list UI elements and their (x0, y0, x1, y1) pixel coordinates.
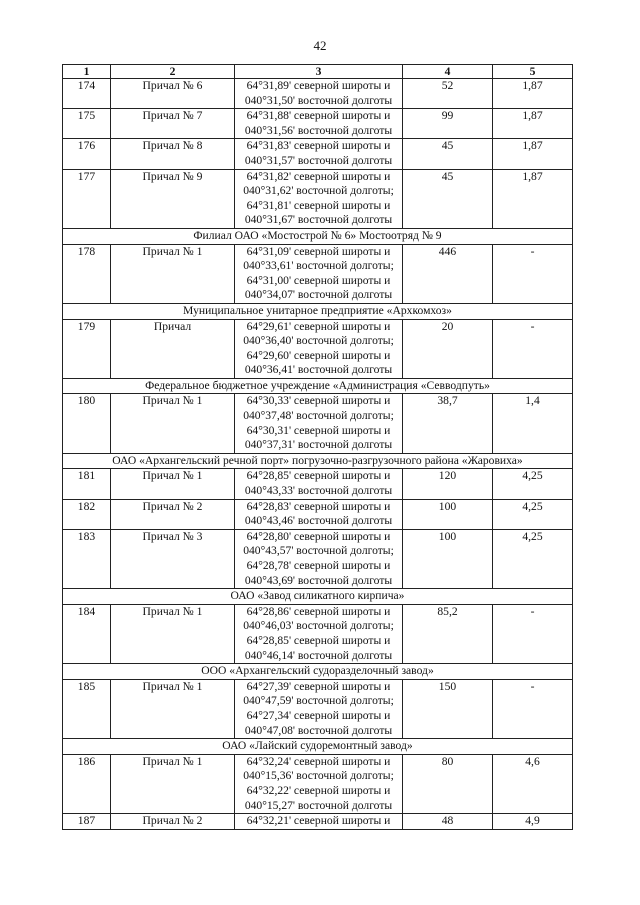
table-row (63, 244, 573, 303)
berth-name: Причал № 8 (111, 139, 235, 169)
coordinate-line: 64°29,60' северной широты и (246, 348, 391, 362)
coordinate-line: 64°29,61' северной широты и (246, 319, 391, 333)
coordinates-cell (235, 139, 403, 169)
row-number: 174 (63, 79, 111, 109)
berth-name: Причал № 2 (111, 499, 235, 529)
table-row (63, 814, 573, 830)
table-row (63, 169, 573, 228)
depth-value: 4,9 (493, 814, 573, 830)
depth-value: 1,87 (493, 79, 573, 109)
coordinate-line: 040°31,62' восточной долготы; (243, 184, 394, 198)
depth-value: 1,87 (493, 109, 573, 139)
berths-table (62, 64, 573, 830)
row-number: 182 (63, 499, 111, 529)
length-value: 45 (403, 139, 493, 169)
section-row (63, 378, 573, 394)
header-cell: 3 (235, 65, 403, 79)
coordinates-cell (235, 529, 403, 588)
row-number: 181 (63, 469, 111, 499)
coordinate-line: 64°27,34' северной широты и (246, 708, 391, 722)
berth-name: Причал № 1 (111, 394, 235, 453)
table-row (63, 529, 573, 588)
coordinate-line: 040°15,36' восточной долготы; (243, 769, 394, 783)
coordinates-cell (235, 169, 403, 228)
depth-value: - (493, 679, 573, 738)
table-row (63, 394, 573, 453)
coordinates-cell (235, 79, 403, 109)
section-row (63, 664, 573, 680)
section-row (63, 228, 573, 244)
coordinate-line: 64°31,00' северной широты и (246, 273, 391, 287)
depth-value: 1,87 (493, 169, 573, 228)
coordinate-line: 64°30,31' северной широты и (246, 423, 391, 437)
coordinates-cell (235, 394, 403, 453)
header-cell: 2 (111, 65, 235, 79)
coordinate-line: 64°28,83' северной широты и (246, 499, 391, 513)
coordinate-line: 64°31,09' северной широты и (246, 244, 391, 258)
depth-value: 4,25 (493, 529, 573, 588)
table-row (63, 679, 573, 738)
table-row (63, 139, 573, 169)
berth-name: Причал № 1 (111, 469, 235, 499)
length-value: 100 (403, 529, 493, 588)
section-title: ОАО «Завод силикатного кирпича» (63, 589, 573, 605)
table-row (63, 499, 573, 529)
table-row (63, 319, 573, 378)
coordinate-line: 040°43,57' восточной долготы; (243, 544, 394, 558)
length-value: 150 (403, 679, 493, 738)
header-cell: 1 (63, 65, 111, 79)
section-row (63, 589, 573, 605)
coordinate-line: 64°28,86' северной широты и (246, 604, 391, 618)
row-number: 179 (63, 319, 111, 378)
length-value: 80 (403, 754, 493, 813)
row-number: 185 (63, 679, 111, 738)
berth-name: Причал № 1 (111, 754, 235, 813)
berth-name: Причал (111, 319, 235, 378)
length-value: 85,2 (403, 604, 493, 663)
coordinate-line: 040°36,40' восточной долготы; (243, 334, 394, 348)
depth-value: - (493, 244, 573, 303)
coordinate-line: 64°28,85' северной широты и (246, 633, 391, 647)
row-number: 178 (63, 244, 111, 303)
header-row (63, 65, 573, 79)
length-value: 446 (403, 244, 493, 303)
berth-name: Причал № 1 (111, 604, 235, 663)
coordinates-cell (235, 604, 403, 663)
row-number: 180 (63, 394, 111, 453)
length-value: 20 (403, 319, 493, 378)
coordinate-line: 040°43,46' восточной долготы (244, 514, 393, 528)
section-title: ООО «Архангельский судоразделочный завод» (63, 664, 573, 680)
berth-name: Причал № 1 (111, 244, 235, 303)
berth-name: Причал № 1 (111, 679, 235, 738)
section-title: ОАО «Лайский судоремонтный завод» (63, 739, 573, 755)
row-number: 184 (63, 604, 111, 663)
depth-value: - (493, 604, 573, 663)
depth-value: 4,25 (493, 469, 573, 499)
coordinate-line: 040°31,57' восточной долготы (244, 153, 393, 167)
page-number: 42 (313, 38, 327, 53)
row-number: 187 (63, 814, 111, 830)
section-title: Федеральное бюджетное учреждение «Администрация «Севводпуть» (63, 378, 573, 394)
depth-value: - (493, 319, 573, 378)
coordinate-line: 040°47,08' восточной долготы (244, 723, 393, 737)
coordinate-line: 040°46,03' восточной долготы; (243, 619, 394, 633)
coordinate-line: 040°46,14' восточной долготы (244, 648, 393, 662)
section-row (63, 739, 573, 755)
section-row (63, 303, 573, 319)
coordinate-line: 040°37,31' восточной долготы (244, 438, 393, 452)
length-value: 99 (403, 109, 493, 139)
coordinate-line: 040°15,27' восточной долготы (244, 798, 393, 812)
row-number: 183 (63, 529, 111, 588)
coordinate-line: 64°31,88' северной широты и (246, 109, 391, 123)
coordinates-cell (235, 814, 403, 830)
coordinate-line: 040°47,59' восточной долготы; (243, 694, 394, 708)
table-row (63, 79, 573, 109)
row-number: 175 (63, 109, 111, 139)
coordinate-line: 040°31,50' восточной долготы (244, 93, 393, 107)
coordinates-cell (235, 754, 403, 813)
coordinate-line: 64°31,89' северной широты и (246, 79, 391, 92)
berth-name: Причал № 6 (111, 79, 235, 109)
coordinates-cell (235, 499, 403, 529)
coordinate-line: 64°31,82' северной широты и (246, 169, 391, 183)
berth-name: Причал № 7 (111, 109, 235, 139)
berth-name: Причал № 2 (111, 814, 235, 830)
table-body (63, 79, 573, 830)
section-row (63, 453, 573, 469)
berth-name: Причал № 9 (111, 169, 235, 228)
coordinate-line: 64°28,85' северной широты и (246, 469, 391, 483)
section-title: ОАО «Архангельский речной порт» погрузочно-разгрузочного района «Жаровиха» (63, 453, 573, 469)
coordinates-cell (235, 244, 403, 303)
coordinate-line: 040°31,56' восточной долготы (244, 123, 393, 137)
length-value: 38,7 (403, 394, 493, 453)
depth-value: 1,4 (493, 394, 573, 453)
coordinates-cell (235, 319, 403, 378)
header-cell: 5 (493, 65, 573, 79)
coordinate-line: 040°43,69' восточной долготы (244, 573, 393, 587)
table-row (63, 604, 573, 663)
row-number: 186 (63, 754, 111, 813)
section-title: Муниципальное унитарное предприятие «Архкомхоз» (63, 303, 573, 319)
depth-value: 1,87 (493, 139, 573, 169)
coordinates-cell (235, 109, 403, 139)
header-cell: 4 (403, 65, 493, 79)
section-title: Филиал ОАО «Мостострой № 6» Мостоотряд № 9 (63, 228, 573, 244)
coordinates-cell (235, 679, 403, 738)
coordinate-line: 64°31,83' северной широты и (246, 139, 391, 153)
table-row (63, 109, 573, 139)
coordinate-line: 040°37,48' восточной долготы; (243, 409, 394, 423)
coordinate-line: 64°30,33' северной широты и (246, 394, 391, 408)
row-number: 177 (63, 169, 111, 228)
length-value: 120 (403, 469, 493, 499)
depth-value: 4,25 (493, 499, 573, 529)
coordinate-line: 040°33,61' восточной долготы; (243, 259, 394, 273)
table-row (63, 754, 573, 813)
coordinate-line: 040°43,33' восточной долготы (244, 484, 393, 498)
coordinate-line: 040°34,07' восточной долготы (244, 288, 393, 302)
coordinate-line: 64°28,78' северной широты и (246, 559, 391, 572)
length-value: 100 (403, 499, 493, 529)
coordinates-cell (235, 469, 403, 499)
coordinate-line: 64°27,39' северной широты и (246, 679, 391, 693)
length-value: 52 (403, 79, 493, 109)
length-value: 48 (403, 814, 493, 830)
length-value: 45 (403, 169, 493, 228)
table-row (63, 469, 573, 499)
coordinate-line: 64°28,80' северной широты и (246, 529, 391, 543)
coordinate-line: 64°32,21' северной широты и (246, 814, 391, 828)
coordinate-line: 64°32,24' северной широты и (246, 754, 391, 768)
coordinate-line: 64°32,22' северной широты и (246, 783, 391, 797)
coordinate-line: 64°31,81' северной широты и (246, 198, 391, 212)
coordinate-line: 040°31,67' восточной долготы (244, 213, 393, 227)
row-number: 176 (63, 139, 111, 169)
depth-value: 4,6 (493, 754, 573, 813)
coordinate-line: 040°36,41' восточной долготы (244, 363, 393, 377)
berth-name: Причал № 3 (111, 529, 235, 588)
